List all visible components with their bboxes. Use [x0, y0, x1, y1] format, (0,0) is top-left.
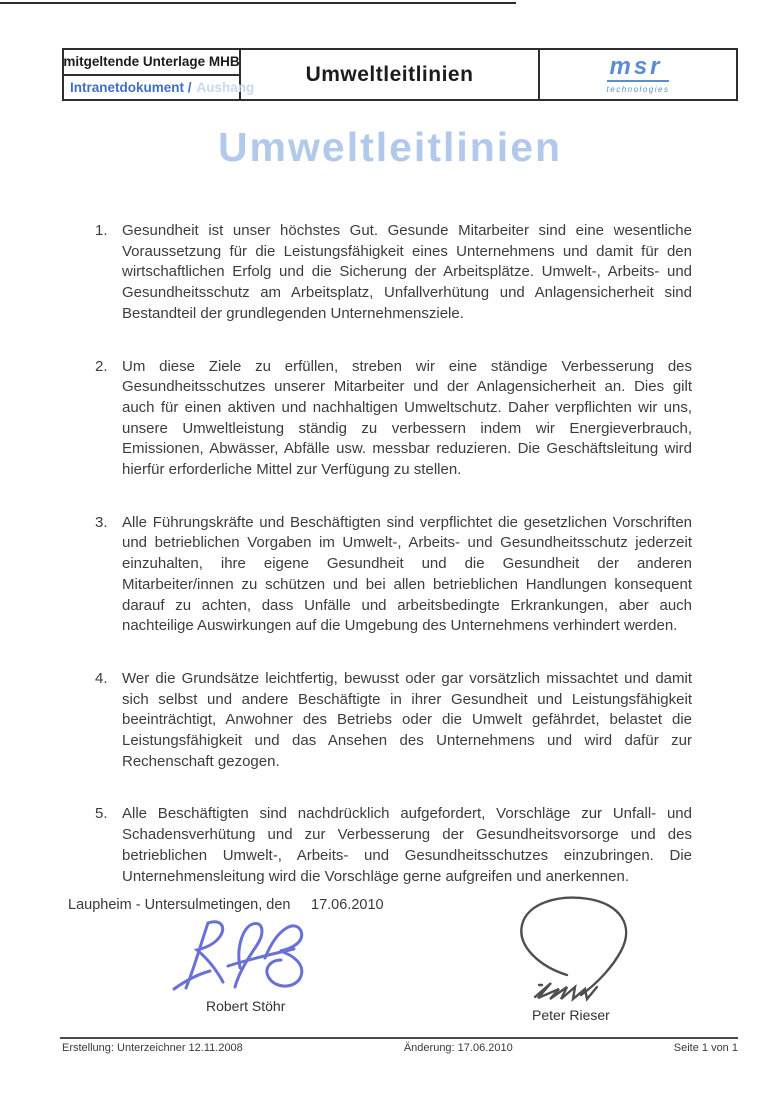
footer-modified: Änderung: 17.06.2010 — [403, 1042, 513, 1054]
date-value: 17.06.2010 — [311, 897, 384, 913]
guideline-number: 4. — [95, 669, 108, 687]
guidelines-list — [95, 221, 692, 919]
guideline-text: Wer die Grundsätze leichtfertig, bewusst oder gar vorsätzlich missachtet und damit sich selbst und andere Beschäftigte in ihrer Gesundheit und Leistungsfähigkeit beeinträchtigt, Anwohner des Betriebs oder die Umwelt gefährdet, belastet die Leistungsfähigkeit und das Ansehen des Unternehmens und wird dafür zur Rechenschaft gezogen. — [122, 669, 692, 770]
footer-created: Erstellung: Unterzeichner 12.11.2008 — [62, 1042, 243, 1054]
signer1-name: Robert Stöhr — [206, 998, 286, 1014]
guideline-number: 1. — [95, 222, 108, 239]
guideline-number: 2. — [95, 357, 108, 375]
guideline-item-2 — [95, 357, 692, 481]
doc-channel-secondary: Aushang — [196, 79, 255, 95]
guideline-item-5 — [95, 804, 692, 887]
footer — [62, 1042, 738, 1054]
guideline-item-3 — [95, 513, 692, 637]
page-title: Umweltleitlinien — [217, 124, 563, 170]
footer-page-number: Seite 1 von 1 — [673, 1042, 738, 1054]
doc-channel-row — [64, 76, 255, 100]
header-document-title: Umweltleitlinien — [241, 50, 540, 99]
doc-channel-primary: Intranetdokument / — [70, 79, 192, 95]
header-left-cell — [63, 50, 255, 99]
guideline-text: Gesundheit ist unser höchstes Gut. Gesunde Mitarbeiter sind eine wesentliche Voraussetzung für die Leistungsfähigkeit eines Unternehmens und damit für den wirtschaftlichen Erfolg und die Sicherung der Arbeitsplätze. Umwelt-, Arbeits- und Gesundheitsschutz am Arbeitsplatz, Unfallverhütung und Anlagensicherheit sind Bestandteil der grundlegenden Unternehmensziele. — [122, 222, 692, 322]
guideline-item-1 — [95, 221, 692, 325]
signature-robert-stoehr — [168, 916, 328, 1004]
msr-logo-subtext: technologies — [606, 84, 670, 94]
signature-peter-rieser — [505, 891, 657, 1009]
footer-divider — [60, 1037, 738, 1039]
guideline-number: 5. — [95, 805, 108, 823]
place-label: Laupheim - Untersulmetingen, den — [68, 897, 291, 913]
document-header-table — [62, 48, 738, 101]
guideline-item-4 — [95, 669, 692, 773]
scan-artifact-line — [0, 2, 516, 4]
signer2-name: Peter Rieser — [532, 1007, 610, 1023]
guideline-text: Alle Beschäftigten sind nachdrücklich aufgefordert, Vorschläge zur Unfall- und Schadensverhütung und zur Verbesserung der Gesundheitsvorsorge und des betrieblichen Umwelt-, Arbeits- und Gesundheitsschutzes einzubringen. Die Unternehmensleitung wird die Vorschläge gerne aufgreifen und anerkennen. — [122, 805, 692, 885]
company-logo — [540, 50, 736, 99]
guideline-text: Alle Führungskräfte und Beschäftigten sind verpflichtet die gesetzlichen Vorschriften und betrieblichen Vorgaben im Umwelt-, Arbeits- und Gesundheitsschutz jederzeit einzuhalten, ihre eigene Gesundheit und die Gesundheit der anderen Mitarbeiter/innen zu schützen und bei allen betrieblichen Handlungen konsequent darauf zu achten, dass Unfälle und arbeitsbedingte Erkrankungen, aber auch nachteilige Auswirkungen auf die Umgebung des Unternehmens verhindert werden. — [122, 513, 692, 635]
msr-logo-text: msr — [607, 56, 668, 82]
doc-type-label: mitgeltende Unterlage MHB — [64, 50, 239, 76]
guideline-text: Um diese Ziele zu erfüllen, streben wir eine ständige Verbesserung des Gesundheitsschutzes unserer Mitarbeiter und der Anlagensicherheit an. Dies gilt auch für einen aktiven und nachhaltigen Umweltschutz. Daher verpflichten wir uns, unsere Umweltleistung ständig zu verbessern indem wir Energieverbrauch, Emissionen, Abwässer, Abfälle usw. messbar reduzieren. Die Geschäftsleitung wird hierfür erforderliche Mittel zur Verfügung zu stellen. — [122, 357, 692, 479]
guideline-number: 3. — [95, 513, 108, 531]
